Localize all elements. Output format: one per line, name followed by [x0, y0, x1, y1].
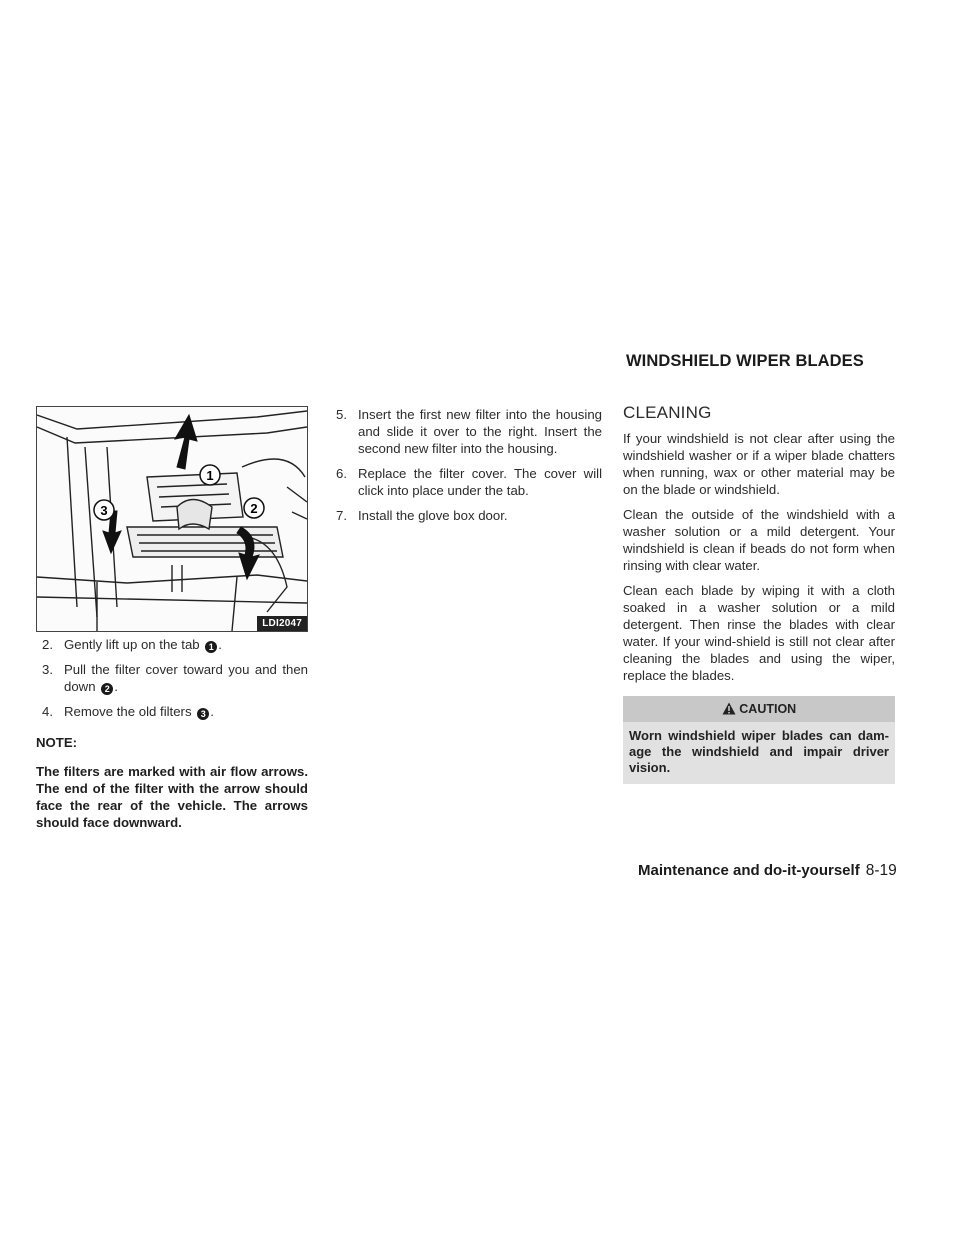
step-text: Replace the filter cover. The cover will click into place under the tab.: [358, 466, 602, 498]
step-2: [36, 636, 308, 653]
callout-2: [244, 498, 264, 518]
step-number: 6.: [336, 466, 347, 481]
note-label: NOTE:: [36, 735, 78, 750]
callout-ref-1: 1: [205, 641, 217, 653]
page-footer: [638, 862, 897, 880]
step-number: 2.: [42, 637, 53, 652]
step-7: [330, 507, 602, 524]
footer-section: Maintenance and do-it-yourself: [638, 862, 860, 879]
step-number: 5.: [336, 407, 347, 422]
step-tail: .: [114, 679, 118, 694]
step-text: Remove the old filters: [64, 704, 192, 719]
caution-text: Worn windshield wiper blades can dam-age the windshield and impair driver vision.: [629, 728, 889, 775]
figure-code: LDI2047: [257, 616, 307, 631]
step-6: [330, 465, 602, 499]
middle-column: [330, 406, 602, 532]
step-text: Pull the filter cover toward you and then down: [64, 662, 308, 694]
svg-text:1: 1: [206, 468, 214, 483]
warning-icon: [722, 702, 736, 715]
filter-illustration: [36, 406, 308, 632]
step-number: 3.: [42, 662, 53, 677]
cleaning-heading: CLEANING: [623, 403, 712, 422]
paragraph: Clean the outside of the windshield with a washer solution or a mild detergent. Your windshield is clean if beads do not form when rinsing with clear water.: [623, 507, 895, 573]
step-3: [36, 661, 308, 695]
filter-diagram-drawing: [37, 407, 307, 631]
step-text: Insert the first new filter into the housing and slide it over to the right. Insert the second new filter into the housing.: [358, 407, 602, 456]
step-text: Gently lift up on the tab: [64, 637, 200, 652]
section-header: WINDSHIELD WIPER BLADES: [626, 352, 864, 370]
paragraph: Clean each blade by wiping it with a cloth soaked in a washer solution or a mild detergent. Then rinse the blades with clear water. If your wind-shield is still not clear after cleaning the blades and using the wiper, replace the blades.: [623, 583, 895, 683]
svg-text:2: 2: [250, 501, 258, 516]
note-text: The filters are marked with air flow arrows. The end of the filter with the arrow should face the rear of the vehicle. The arrows should face downward.: [36, 764, 308, 830]
svg-text:3: 3: [100, 503, 108, 518]
caution-box: [623, 696, 895, 784]
step-text: Install the glove box door.: [358, 508, 508, 523]
caution-label: CAUTION: [739, 702, 797, 716]
left-column: [36, 636, 308, 839]
step-tail: .: [218, 637, 222, 652]
caution-header: [623, 696, 895, 722]
callout-3: [94, 500, 114, 520]
step-number: 7.: [336, 508, 347, 523]
callout-ref-3: 3: [197, 708, 209, 720]
step-5: [330, 406, 602, 457]
step-4: [36, 703, 308, 720]
right-column: [623, 404, 895, 784]
step-tail: .: [210, 704, 214, 719]
paragraph: If your windshield is not clear after using the windshield washer or if a wiper blade chatters when running, wax or other material may be on the blade or windshield.: [623, 431, 895, 497]
step-number: 4.: [42, 704, 53, 719]
page-number: 8-19: [865, 862, 897, 879]
callout-ref-2: 2: [101, 683, 113, 695]
callout-1: [200, 465, 220, 485]
